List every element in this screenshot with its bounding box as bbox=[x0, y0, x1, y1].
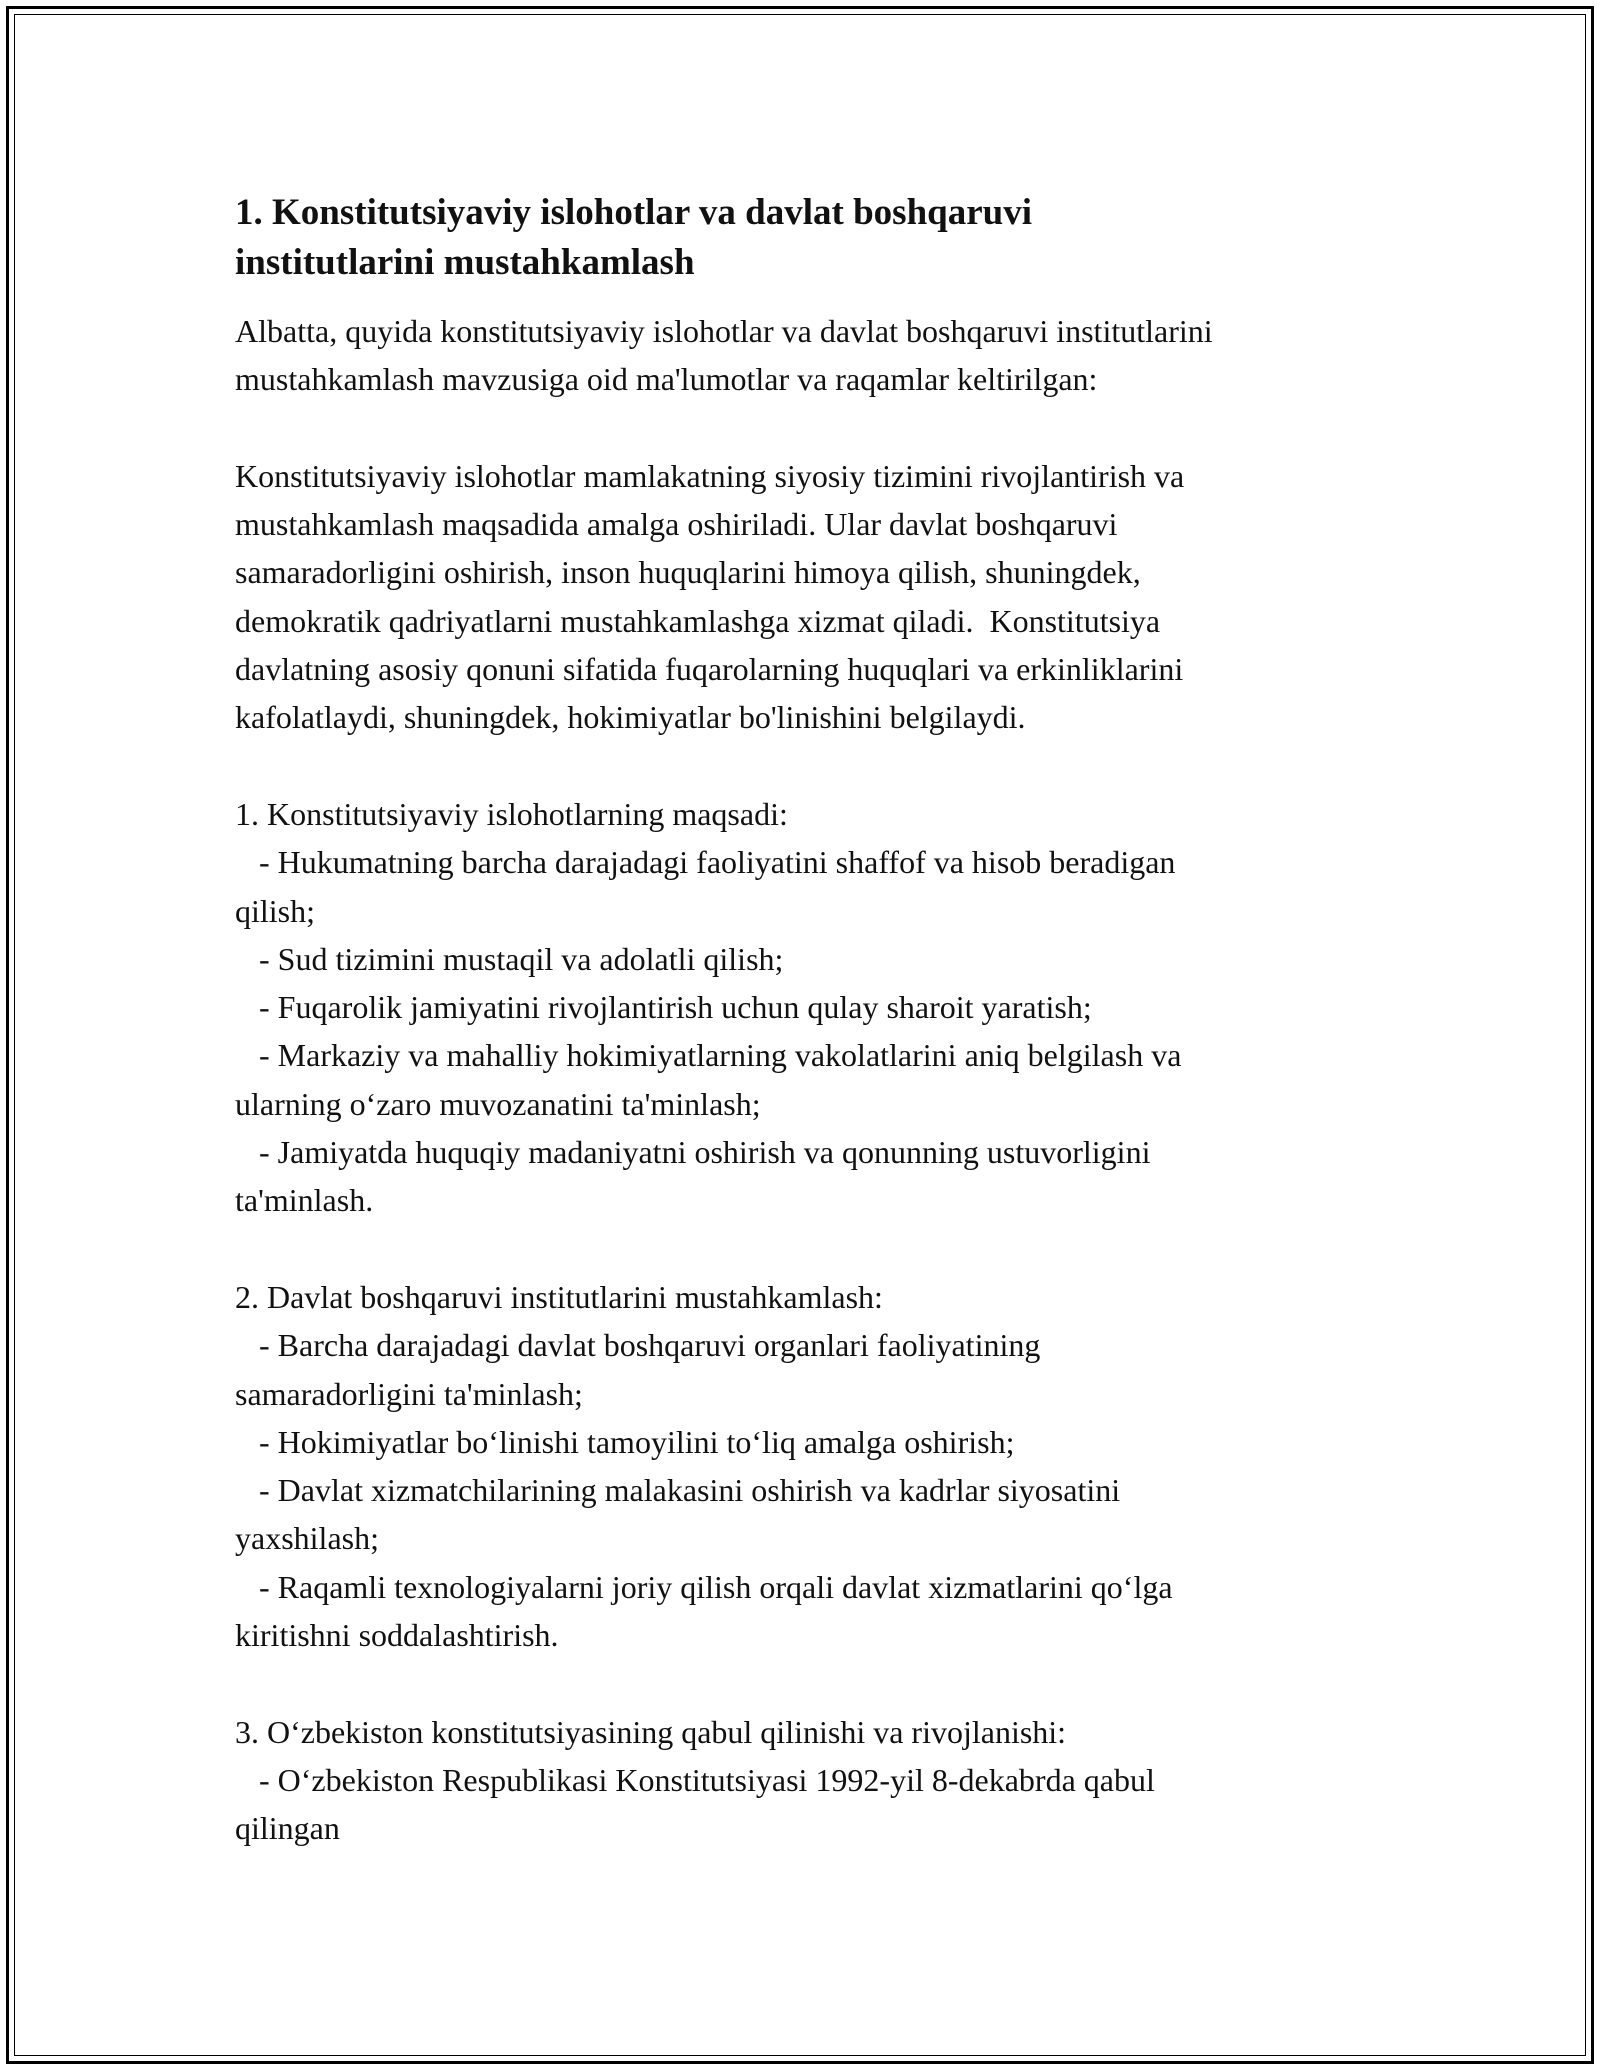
list-item: - Fuqarolik jamiyatini rivojlantirish uchun qulay sharoit yaratish; bbox=[235, 989, 1092, 1026]
list-item: - Jamiyatda huquqiy madaniyatni oshirish va qonunning ustuvorligini ta'minlash. bbox=[235, 1134, 1151, 1219]
list-item: - Barcha darajadagi davlat boshqaruvi organlari faoliyatining samaradorligini ta'minlash; bbox=[235, 1327, 1041, 1412]
section-goals bbox=[235, 790, 1395, 1225]
intro-paragraph: Albatta, quyida konstitutsiyaviy islohotlar va davlat boshqaruvi institutlarini mustahkamlash mavzusiga oid ma'lumotlar va raqamlar keltirilgan: bbox=[235, 313, 1213, 398]
body-paragraph: Konstitutsiyaviy islohotlar mamlakatning siyosiy tizimini rivojlantirish va mustahkamlash maqsadida amalga oshiriladi. Ular davlat boshqaruvi samaradorligini oshirish, inson huquqlarini himoya qilish, shuningdek, demokratik qadriyatlarni mustahkamlashga xizmat qiladi. Konstitutsiya davlatning asosiy qonuni sifatida fuqarolarning huquqlari va erkinliklarini kafolatlaydi, shuningdek, hokimiyatlar bo'linishini belgilaydi. bbox=[235, 457, 1185, 736]
section-institutions bbox=[235, 1273, 1395, 1659]
document-title: 1. Konstitutsiyaviy islohotlar va davlat boshqaruvi institutlarini mustahkamlash bbox=[235, 192, 1033, 283]
section-heading: 3. O‘zbekiston konstitutsiyasining qabul qilinishi va rivojlanishi: bbox=[235, 1713, 1067, 1750]
list-item: - Davlat xizmatchilarining malakasini oshirish va kadrlar siyosatini yaxshilash; bbox=[235, 1472, 1121, 1557]
section-constitution-history bbox=[235, 1708, 1395, 1853]
section-heading: 1. Konstitutsiyaviy islohotlarning maqsadi: bbox=[235, 795, 788, 832]
list-item: - Hukumatning barcha darajadagi faoliyatini shaffof va hisob beradigan qilish; bbox=[235, 844, 1176, 929]
list-item: - Sud tizimini mustaqil va adolatli qilish; bbox=[235, 940, 784, 977]
list-item: - Markaziy va mahalliy hokimiyatlarning vakolatlarini aniq belgilash va ularning o‘zaro muvozanatini ta'minlash; bbox=[235, 1037, 1182, 1122]
list-item: - Raqamli texnologiyalarni joriy qilish orqali davlat xizmatlarini qo‘lga kiritishni soddalashtirish. bbox=[235, 1568, 1173, 1654]
document-body bbox=[235, 188, 1395, 1901]
section-heading: 2. Davlat boshqaruvi institutlarini mustahkamlash: bbox=[235, 1278, 883, 1315]
list-item: - O‘zbekiston Respublikasi Konstitutsiyasi 1992-yil 8-dekabrda qabul qilingan bbox=[235, 1761, 1155, 1847]
list-item: - Hokimiyatlar bo‘linishi tamoyilini to‘liq amalga oshirish; bbox=[235, 1423, 1015, 1460]
